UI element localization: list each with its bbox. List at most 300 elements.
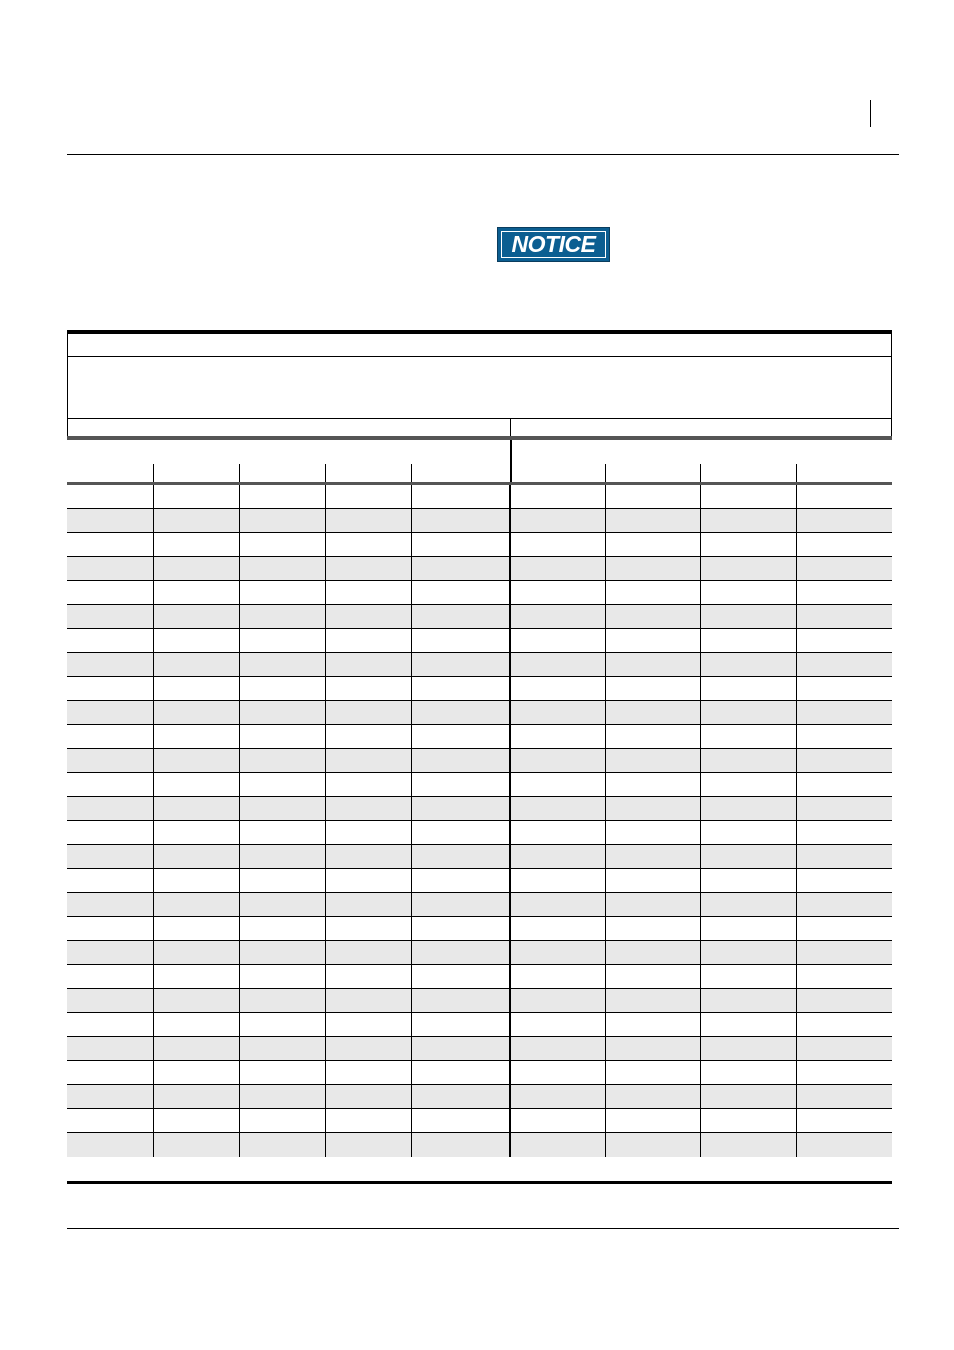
table-cell xyxy=(510,725,605,748)
column-divider xyxy=(509,1133,511,1157)
column-divider xyxy=(411,893,412,917)
table-cell xyxy=(605,509,700,532)
table-cell xyxy=(411,1133,510,1156)
column-divider xyxy=(700,1133,701,1157)
column-divider xyxy=(153,821,154,845)
table-cell xyxy=(796,557,892,580)
table-cell xyxy=(510,629,605,652)
column-divider xyxy=(700,629,701,653)
table-cell xyxy=(796,869,892,892)
table-cell xyxy=(510,1109,605,1132)
table-cell xyxy=(325,989,411,1012)
column-divider xyxy=(411,653,412,677)
table-cell xyxy=(796,1061,892,1084)
table-cell xyxy=(153,485,239,508)
column-divider xyxy=(796,677,797,701)
table-cell xyxy=(411,653,510,676)
table-cell xyxy=(67,773,153,796)
column-divider xyxy=(796,749,797,773)
column-divider xyxy=(411,749,412,773)
table-row xyxy=(67,725,892,749)
table-cell xyxy=(796,845,892,868)
column-divider xyxy=(796,533,797,557)
column-divider xyxy=(796,557,797,581)
table-cell xyxy=(153,845,239,868)
table-cell xyxy=(510,845,605,868)
table-cell xyxy=(239,845,325,868)
notice-label: NOTICE xyxy=(501,231,606,258)
column-divider xyxy=(325,653,326,677)
column-divider xyxy=(239,821,240,845)
table-cell xyxy=(67,653,153,676)
column-divider xyxy=(796,845,797,869)
table-cell xyxy=(605,605,700,628)
table-cell xyxy=(700,1061,796,1084)
column-divider xyxy=(411,605,412,629)
table-cell xyxy=(796,629,892,652)
table-row xyxy=(67,965,892,989)
table-cell xyxy=(700,677,796,700)
table-cell xyxy=(67,821,153,844)
table-cell xyxy=(605,749,700,772)
table-cell xyxy=(700,773,796,796)
column-divider xyxy=(153,605,154,629)
table-cell xyxy=(411,1037,510,1060)
table-cell xyxy=(239,1013,325,1036)
column-divider xyxy=(796,1037,797,1061)
table-cell xyxy=(325,917,411,940)
column-divider xyxy=(796,653,797,677)
column-divider xyxy=(605,773,606,797)
column-divider xyxy=(605,1037,606,1061)
column-divider xyxy=(700,941,701,965)
table-cell xyxy=(411,749,510,772)
table-cell xyxy=(411,629,510,652)
column-divider xyxy=(605,485,606,509)
column-divider xyxy=(605,629,606,653)
table-row xyxy=(67,893,892,917)
column-divider xyxy=(239,701,240,725)
table-cell xyxy=(796,653,892,676)
table-row xyxy=(67,1013,892,1037)
table-cell xyxy=(796,677,892,700)
table-cell xyxy=(325,725,411,748)
table-cell xyxy=(411,701,510,724)
column-divider xyxy=(605,845,606,869)
column-divider xyxy=(325,941,326,965)
column-divider xyxy=(605,509,606,533)
column-divider xyxy=(796,1061,797,1085)
column-divider xyxy=(325,629,326,653)
table-cell xyxy=(700,989,796,1012)
table-cell xyxy=(700,485,796,508)
table-cell xyxy=(796,533,892,556)
table-cell xyxy=(510,989,605,1012)
column-divider xyxy=(153,1133,154,1157)
table-cell xyxy=(325,749,411,772)
notice-badge xyxy=(497,227,610,262)
column-divider xyxy=(411,845,412,869)
table-cell xyxy=(153,1133,239,1156)
table-cell xyxy=(700,1133,796,1156)
column-divider xyxy=(325,917,326,941)
column-divider xyxy=(239,1013,240,1037)
column-divider xyxy=(153,1061,154,1085)
table-cell xyxy=(411,1061,510,1084)
table-cell xyxy=(153,701,239,724)
column-divider xyxy=(605,653,606,677)
column-divider xyxy=(605,893,606,917)
table-row xyxy=(67,1133,892,1157)
column-divider xyxy=(796,797,797,821)
table-cell xyxy=(239,485,325,508)
column-header-divider xyxy=(796,464,797,483)
column-divider xyxy=(509,1085,511,1109)
table-cell xyxy=(796,485,892,508)
table-cell xyxy=(796,941,892,964)
table-cell xyxy=(700,725,796,748)
column-divider xyxy=(796,773,797,797)
table-cell xyxy=(325,893,411,916)
column-divider xyxy=(411,725,412,749)
column-divider xyxy=(153,1013,154,1037)
table-cell xyxy=(411,605,510,628)
column-divider xyxy=(239,605,240,629)
table-description-box xyxy=(67,357,892,419)
column-divider xyxy=(700,701,701,725)
table-cell xyxy=(796,581,892,604)
table-cell xyxy=(153,725,239,748)
table-cell xyxy=(325,1037,411,1060)
table-cell xyxy=(239,1133,325,1156)
column-divider xyxy=(239,989,240,1013)
table-cell xyxy=(239,725,325,748)
table-cell xyxy=(239,773,325,796)
column-divider xyxy=(700,773,701,797)
column-divider xyxy=(325,749,326,773)
table-cell xyxy=(67,749,153,772)
footer-rule xyxy=(67,1228,899,1229)
table-cell xyxy=(67,1013,153,1036)
table-cell xyxy=(411,533,510,556)
table-cell xyxy=(325,1061,411,1084)
table-cell xyxy=(153,749,239,772)
table-cell xyxy=(700,917,796,940)
table-cell xyxy=(411,869,510,892)
table-row xyxy=(67,845,892,869)
column-divider xyxy=(325,509,326,533)
column-divider xyxy=(239,1037,240,1061)
table-cell xyxy=(67,1085,153,1108)
table-cell xyxy=(239,941,325,964)
column-divider xyxy=(239,869,240,893)
table-cell xyxy=(67,869,153,892)
table-row xyxy=(67,629,892,653)
column-divider xyxy=(700,605,701,629)
column-divider xyxy=(325,797,326,821)
table-cell xyxy=(153,869,239,892)
table-cell xyxy=(411,581,510,604)
table-cell xyxy=(700,893,796,916)
column-divider xyxy=(605,917,606,941)
column-divider xyxy=(239,1061,240,1085)
column-divider xyxy=(796,989,797,1013)
table-cell xyxy=(67,677,153,700)
table-cell xyxy=(796,821,892,844)
table-cell xyxy=(67,941,153,964)
table-cell xyxy=(796,989,892,1012)
column-divider xyxy=(796,629,797,653)
table-row xyxy=(67,797,892,821)
table-cell xyxy=(510,1133,605,1156)
column-divider xyxy=(796,725,797,749)
table-cell xyxy=(153,1037,239,1060)
table-row xyxy=(67,701,892,725)
column-divider xyxy=(605,869,606,893)
table-cell xyxy=(700,1013,796,1036)
column-divider xyxy=(605,989,606,1013)
column-divider xyxy=(153,581,154,605)
table-cell xyxy=(153,653,239,676)
table-cell xyxy=(325,581,411,604)
column-divider xyxy=(700,917,701,941)
column-divider xyxy=(325,845,326,869)
column-divider xyxy=(325,1013,326,1037)
table-cell xyxy=(700,605,796,628)
table-cell xyxy=(153,1013,239,1036)
table-cell xyxy=(67,893,153,916)
table-cell xyxy=(510,893,605,916)
table-cell xyxy=(153,773,239,796)
column-divider xyxy=(239,533,240,557)
table-cell xyxy=(510,605,605,628)
table-cell xyxy=(153,941,239,964)
table-cell xyxy=(411,989,510,1012)
table-cell xyxy=(67,1133,153,1156)
table-cell xyxy=(700,509,796,532)
column-divider xyxy=(509,941,511,965)
table-cell xyxy=(605,941,700,964)
column-divider xyxy=(153,893,154,917)
table-cell xyxy=(153,797,239,820)
table-cell xyxy=(510,797,605,820)
column-divider xyxy=(509,725,511,749)
table-cell xyxy=(510,965,605,988)
column-divider xyxy=(153,965,154,989)
column-divider xyxy=(153,725,154,749)
table-cell xyxy=(239,581,325,604)
column-divider xyxy=(700,1109,701,1133)
column-divider xyxy=(605,1133,606,1157)
column-divider xyxy=(605,581,606,605)
table-cell xyxy=(67,965,153,988)
column-divider xyxy=(239,509,240,533)
table-cell xyxy=(67,1037,153,1060)
table-cell xyxy=(239,1085,325,1108)
column-divider xyxy=(239,485,240,509)
column-divider xyxy=(153,797,154,821)
table-cell xyxy=(325,845,411,868)
table-row xyxy=(67,989,892,1013)
table-cell xyxy=(411,917,510,940)
column-divider xyxy=(605,605,606,629)
table-cell xyxy=(153,557,239,580)
table-cell xyxy=(239,869,325,892)
column-divider xyxy=(700,989,701,1013)
table-cell xyxy=(325,1013,411,1036)
table-cell xyxy=(796,509,892,532)
column-divider xyxy=(411,701,412,725)
column-divider xyxy=(411,1109,412,1133)
column-divider xyxy=(605,701,606,725)
column-divider xyxy=(411,773,412,797)
table-cell xyxy=(700,581,796,604)
table-cell xyxy=(67,629,153,652)
column-divider xyxy=(325,989,326,1013)
column-divider xyxy=(700,509,701,533)
table-cell xyxy=(605,917,700,940)
column-divider xyxy=(700,677,701,701)
table-cell xyxy=(411,1085,510,1108)
column-divider xyxy=(411,821,412,845)
table-cell xyxy=(700,845,796,868)
column-divider xyxy=(509,1061,511,1085)
column-divider xyxy=(509,965,511,989)
column-divider xyxy=(153,917,154,941)
column-divider xyxy=(325,893,326,917)
table-column-header xyxy=(67,440,892,483)
table-cell xyxy=(510,869,605,892)
table-cell xyxy=(605,1085,700,1108)
column-divider xyxy=(325,605,326,629)
table-cell xyxy=(411,1109,510,1132)
column-divider xyxy=(239,677,240,701)
table-cell xyxy=(239,557,325,580)
column-divider xyxy=(700,1037,701,1061)
column-divider xyxy=(700,1085,701,1109)
table-cell xyxy=(67,485,153,508)
column-divider xyxy=(796,965,797,989)
table-cell xyxy=(67,557,153,580)
table-cell xyxy=(325,605,411,628)
column-divider xyxy=(509,1013,511,1037)
column-divider xyxy=(325,581,326,605)
column-divider xyxy=(605,1085,606,1109)
column-divider xyxy=(325,965,326,989)
table-cell xyxy=(796,605,892,628)
column-divider xyxy=(509,701,511,725)
table-cell xyxy=(605,1109,700,1132)
column-divider xyxy=(605,725,606,749)
table-cell xyxy=(510,581,605,604)
table-cell xyxy=(239,701,325,724)
column-divider xyxy=(153,557,154,581)
column-divider xyxy=(509,845,511,869)
table-cell xyxy=(239,917,325,940)
column-divider xyxy=(411,1085,412,1109)
table-cell xyxy=(411,941,510,964)
column-divider xyxy=(153,533,154,557)
column-divider xyxy=(239,1085,240,1109)
table-row xyxy=(67,605,892,629)
table-cell xyxy=(67,1109,153,1132)
table-row xyxy=(67,581,892,605)
table-cell xyxy=(510,917,605,940)
table-cell xyxy=(411,893,510,916)
table-cell xyxy=(510,677,605,700)
column-divider xyxy=(153,1109,154,1133)
column-divider xyxy=(605,1109,606,1133)
table-cell xyxy=(796,1085,892,1108)
table-cell xyxy=(700,533,796,556)
column-divider xyxy=(325,701,326,725)
table-cell xyxy=(239,605,325,628)
column-divider xyxy=(153,1037,154,1061)
table-cell xyxy=(153,893,239,916)
column-divider xyxy=(325,1109,326,1133)
table-cell xyxy=(239,533,325,556)
table-cell xyxy=(325,557,411,580)
table-cell xyxy=(605,581,700,604)
table-cell xyxy=(700,797,796,820)
column-divider xyxy=(325,821,326,845)
column-divider xyxy=(509,773,511,797)
table-cell xyxy=(605,797,700,820)
column-divider xyxy=(796,485,797,509)
column-divider xyxy=(239,773,240,797)
table-cell xyxy=(605,533,700,556)
column-divider xyxy=(325,1061,326,1085)
column-header-divider xyxy=(239,464,240,483)
table-cell xyxy=(605,821,700,844)
column-divider xyxy=(411,629,412,653)
table-cell xyxy=(67,533,153,556)
column-divider xyxy=(509,893,511,917)
column-divider xyxy=(411,509,412,533)
table-cell xyxy=(510,1061,605,1084)
table-cell xyxy=(510,557,605,580)
table-cell xyxy=(510,773,605,796)
column-divider xyxy=(411,989,412,1013)
table-cell xyxy=(67,701,153,724)
column-divider xyxy=(411,965,412,989)
table-cell xyxy=(700,869,796,892)
table-cell xyxy=(411,1013,510,1036)
table-cell xyxy=(510,941,605,964)
table-row xyxy=(67,653,892,677)
column-divider xyxy=(325,725,326,749)
column-divider xyxy=(509,869,511,893)
column-divider xyxy=(153,749,154,773)
column-header-divider xyxy=(325,464,326,483)
column-divider xyxy=(325,1133,326,1157)
table-cell xyxy=(510,509,605,532)
table-cell xyxy=(153,533,239,556)
table-cell xyxy=(700,1109,796,1132)
column-divider xyxy=(605,797,606,821)
table-cell xyxy=(700,629,796,652)
table-row xyxy=(67,533,892,557)
table-row xyxy=(67,1109,892,1133)
table-cell xyxy=(239,509,325,532)
table-cell xyxy=(700,1037,796,1060)
column-divider xyxy=(700,1013,701,1037)
column-divider xyxy=(605,941,606,965)
column-divider xyxy=(796,1013,797,1037)
table-row xyxy=(67,485,892,509)
table-cell xyxy=(325,773,411,796)
table-cell xyxy=(510,1085,605,1108)
